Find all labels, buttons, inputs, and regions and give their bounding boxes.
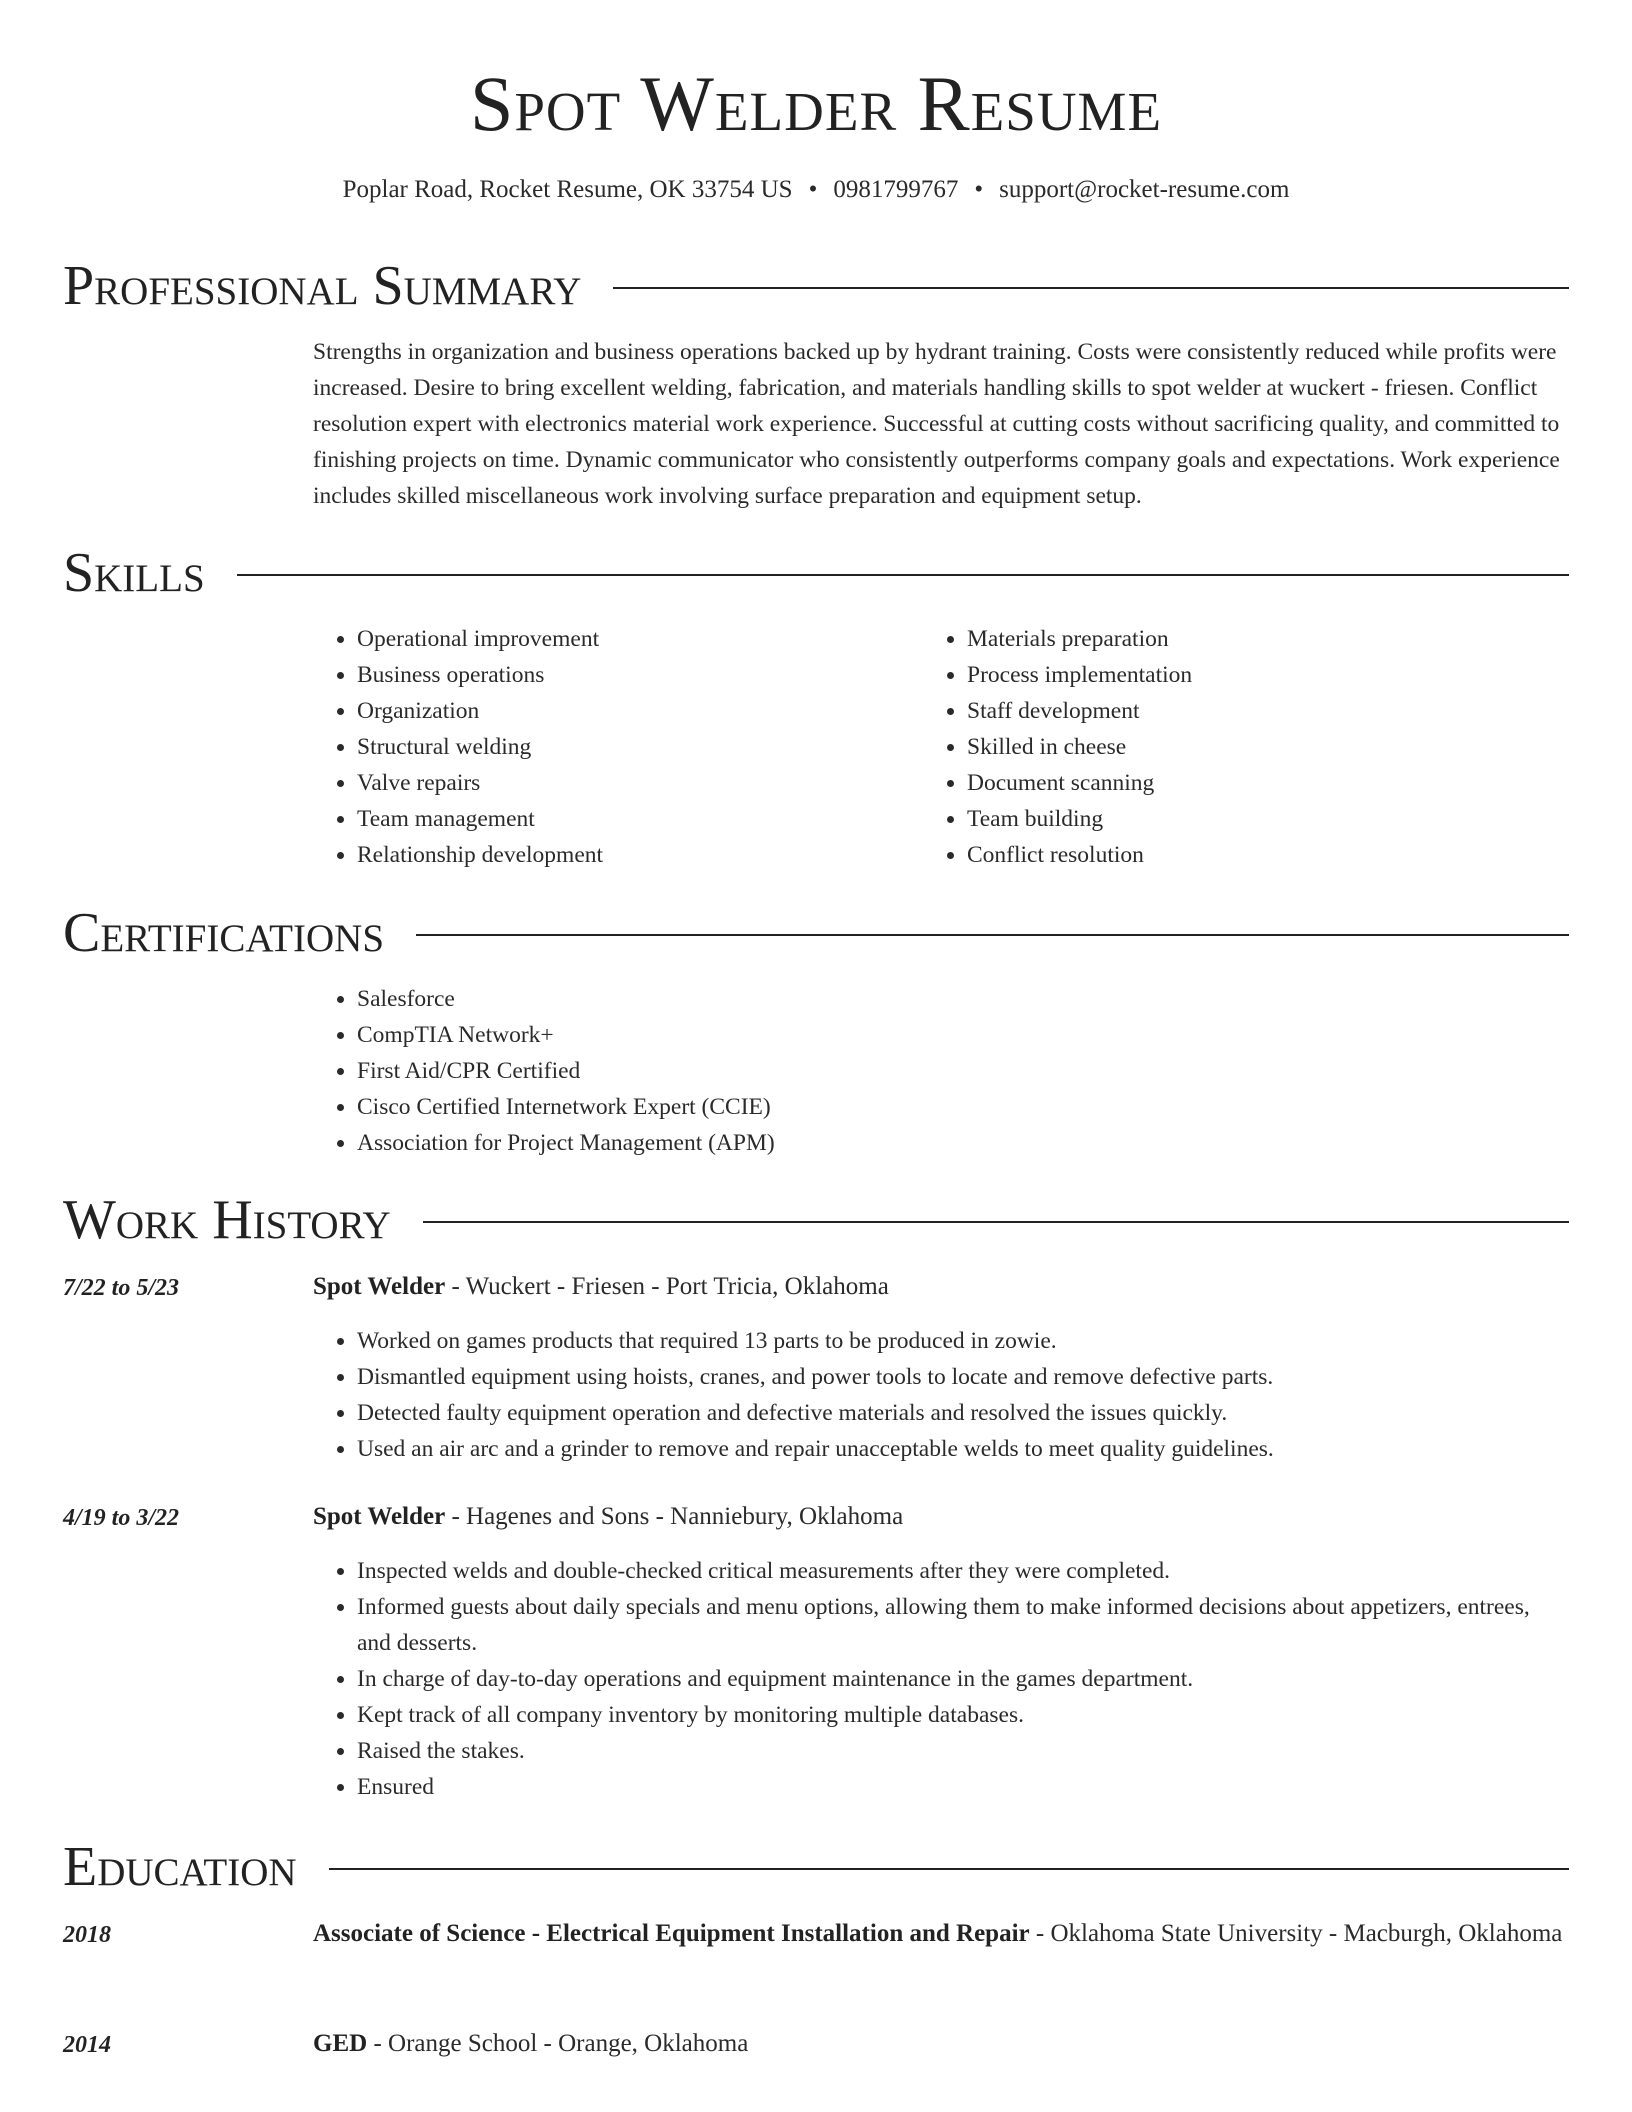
job-bullet: • Kept track of all company inventory by monitoring multiple databases. xyxy=(357,1697,1568,1733)
job-bullet: • Used an air arc and a grinder to remove and repair unacceptable welds to meet quality guidelines. xyxy=(357,1431,1568,1467)
section-divider xyxy=(329,1868,1569,1870)
section-title: Professional Summary xyxy=(63,255,582,317)
skills-right-column xyxy=(923,621,1523,873)
section-title: Work History xyxy=(63,1189,391,1251)
certification-item: • Salesforce xyxy=(357,981,1568,1017)
job-bullet: • In charge of day-to-day operations and equipment maintenance in the games department. xyxy=(357,1661,1568,1697)
address: Poplar Road, Rocket Resume, OK 33754 US xyxy=(342,176,793,203)
section-certifications xyxy=(63,903,1569,963)
section-divider xyxy=(237,574,1569,576)
education-details: - Oklahoma State University - Macburgh, Oklahoma xyxy=(1029,1920,1563,1947)
skill-item: • Relationship development xyxy=(357,837,913,873)
job-bullet: • Dismantled equipment using hoists, cranes, and power tools to locate and remove defective parts. xyxy=(357,1359,1568,1395)
skill-item: • Process implementation xyxy=(967,657,1523,693)
skill-item: • Conflict resolution xyxy=(967,837,1523,873)
job-bullet: • Inspected welds and double-checked critical measurements after they were completed. xyxy=(357,1553,1568,1589)
resume-title: Spot Welder Resume xyxy=(469,60,1163,147)
job-title: Spot Welder xyxy=(313,1503,446,1530)
job-title: Spot Welder xyxy=(313,1273,446,1300)
section-title: Certifications xyxy=(63,902,385,964)
skill-item: • Team management xyxy=(357,801,913,837)
section-work-history xyxy=(63,1190,1569,1250)
contact-line xyxy=(0,174,1632,206)
job-bullets xyxy=(313,1323,1568,1467)
education-year: 2018 xyxy=(63,1922,111,1948)
degree-title: Associate of Science - Electrical Equipment Installation and Repair xyxy=(313,1920,1030,1947)
certification-item: • Cisco Certified Internetwork Expert (CCIE) xyxy=(357,1089,1568,1125)
job-details: - Wuckert - Friesen - Port Tricia, Oklahoma xyxy=(445,1273,889,1300)
job-bullet: • Informed guests about daily specials and menu options, allowing them to make informed decisions about appetizers, entrees, and desserts. xyxy=(357,1589,1568,1661)
skill-item: • Organization xyxy=(357,693,913,729)
job-bullet: • Detected faulty equipment operation and defective materials and resolved the issues quickly. xyxy=(357,1395,1568,1431)
section-divider xyxy=(416,934,1569,936)
certification-item: • First Aid/CPR Certified xyxy=(357,1053,1568,1089)
email: support@rocket-resume.com xyxy=(999,176,1290,203)
skill-item: • Operational improvement xyxy=(357,621,913,657)
certification-item: • CompTIA Network+ xyxy=(357,1017,1568,1053)
section-divider xyxy=(613,287,1569,289)
skill-item: • Structural welding xyxy=(357,729,913,765)
separator: • xyxy=(808,176,818,203)
summary-text: Strengths in organization and business operations backed up by hydrant training. Costs were consistently reduced while profits were increased. Desire to bring excellent welding, fabrication, and materials handling skills to spot welder at wuckert - friesen. Conflict resolution expert with electronics material work experience. Successful at cutting costs without sacrificing quality, and committed to finishing projects on time. Dynamic communicator who consistently outperforms company goals and expectations. Work experience includes skilled miscellaneous work involving surface preparation and equipment setup. xyxy=(313,339,1560,509)
skill-item: • Valve repairs xyxy=(357,765,913,801)
education-details: - Orange School - Orange, Oklahoma xyxy=(367,2030,749,2057)
job-dates: 4/19 to 3/22 xyxy=(63,1505,180,1531)
skill-item: • Materials preparation xyxy=(967,621,1523,657)
skill-item: • Staff development xyxy=(967,693,1523,729)
section-education xyxy=(63,1837,1569,1897)
degree-title: GED xyxy=(313,2030,368,2057)
skill-item: • Team building xyxy=(967,801,1523,837)
job-bullet: • Ensured xyxy=(357,1769,1568,1805)
skill-item: • Skilled in cheese xyxy=(967,729,1523,765)
job-dates: 7/22 to 5/23 xyxy=(63,1275,180,1301)
section-summary xyxy=(63,256,1569,316)
section-skills xyxy=(63,543,1569,603)
education-entry xyxy=(313,2025,1573,2063)
education-entry xyxy=(313,1915,1573,1953)
certification-item: • Association for Project Management (APM) xyxy=(357,1125,1568,1161)
job-details: - Hagenes and Sons - Nanniebury, Oklahoma xyxy=(445,1503,904,1530)
separator: • xyxy=(974,176,984,203)
job-heading xyxy=(313,1268,1573,1306)
section-title: Education xyxy=(63,1836,297,1898)
skill-item: • Document scanning xyxy=(967,765,1523,801)
job-bullets xyxy=(313,1553,1568,1805)
skills-left-column xyxy=(313,621,913,873)
skill-item: • Business operations xyxy=(357,657,913,693)
education-year: 2014 xyxy=(63,2032,111,2058)
job-bullet: • Worked on games products that required 13 parts to be produced in zowie. xyxy=(357,1323,1568,1359)
phone: 0981799767 xyxy=(833,176,959,203)
job-bullet: • Raised the stakes. xyxy=(357,1733,1568,1769)
section-divider xyxy=(423,1221,1569,1223)
certifications-list xyxy=(313,981,1568,1161)
section-title: Skills xyxy=(63,542,205,604)
job-heading xyxy=(313,1498,1573,1536)
